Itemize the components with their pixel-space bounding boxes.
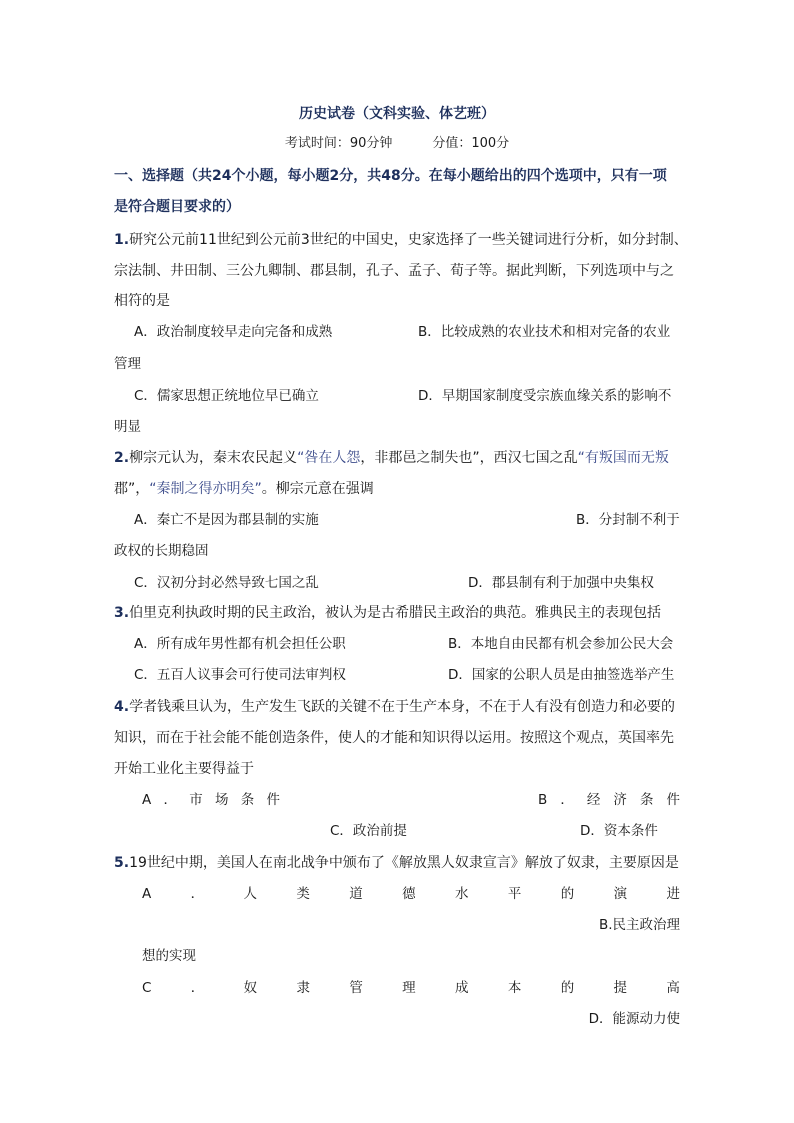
q3-option-a: A．所有成年男性都有机会担任公职 xyxy=(134,636,346,652)
q4-stem-line1: 4.学者钱乘旦认为，生产发生飞跃的关键不在于生产本身，不在于人有没有创造力和必要的 xyxy=(114,699,676,715)
q2-option-b-cont: 政权的长期稳固 xyxy=(114,543,209,559)
faint-watermark xyxy=(612,766,762,796)
q2-quote3: “秦制之得亦明矣” xyxy=(149,481,262,497)
q5-stem-line1: 5.19世纪中期，美国人在南北战争中颁布了《解放黑人奴隶宣言》解放了奴隶，主要原因是 xyxy=(114,855,679,871)
exam-score: 分值：100分 xyxy=(432,136,510,151)
q1-stem-line1: 1.研究公元前11世纪到公元前3世纪的中国史，史家选择了一些关键词进行分析，如分封制、 xyxy=(114,232,688,248)
q1-option-b: B．比较成熟的农业技术和相对完备的农业 xyxy=(418,324,671,340)
q4-stem-line3: 开始工业化主要得益于 xyxy=(114,761,254,777)
q1-stem-line2: 宗法制、井田制、三公九卿制、郡县制，孔子、孟子、荀子等。据此判断，下列选项中与之 xyxy=(114,263,674,279)
section-heading-line2: 是符合题目要求的） xyxy=(114,199,240,215)
exam-title: 历史试卷（文科实验、体艺班） xyxy=(299,106,495,122)
q4-option-b: B ． 经 济 条 件 xyxy=(538,792,680,808)
q3-stem-line1: 3.伯里克利执政时期的民主政治，被认为是古希腊民主政治的典范。雅典民主的表现包括 xyxy=(114,605,662,621)
q3-option-c: C．五百人议事会可行使司法审判权 xyxy=(134,667,346,683)
q3-option-b: B．本地自由民都有机会参加公民大会 xyxy=(448,636,674,652)
q2-option-a: A．秦亡不是因为郡县制的实施 xyxy=(134,512,319,528)
q4-option-c: C．政治前提 xyxy=(330,823,407,839)
section-heading-line1: 一、选择题（共24个小题，每小题2分，共48分。在每小题给出的四个选项中，只有一项 xyxy=(114,168,667,184)
q2-option-b: B．分封制不利于 xyxy=(576,512,680,528)
q4-option-a: A ． 市 场 条 件 xyxy=(142,792,280,808)
q5-option-b: B.民主政治理 xyxy=(598,917,680,933)
q3-number: 3. xyxy=(114,605,130,621)
exam-time: 考试时间：90分钟 xyxy=(284,136,393,151)
exam-meta xyxy=(0,134,794,154)
q5-option-d: D．能源动力使 xyxy=(588,1011,680,1027)
q5-number: 5. xyxy=(114,855,130,871)
q1-option-a: A．政治制度较早走向完备和成熟 xyxy=(134,324,333,340)
q2-quote1: “咎在人怨 xyxy=(297,450,361,466)
q2-stem-line1: 2.柳宗元认为，秦末农民起义“咎在人怨，非郡邑之制失也”，西汉七国之乱“有叛国而无叛 xyxy=(114,450,669,466)
q1-option-d: D．早期国家制度受宗族血缘关系的影响不 xyxy=(418,388,672,404)
q4-number: 4. xyxy=(114,699,130,715)
q1-option-c: C．儒家思想正统地位早已确立 xyxy=(134,388,319,404)
q2-number: 2. xyxy=(114,450,130,466)
q2-stem-line2: 郡”，“秦制之得亦明矣”。柳宗元意在强调 xyxy=(114,481,374,497)
q3-option-d: D．国家的公职人员是由抽签选举产生 xyxy=(448,667,675,683)
q1-option-d-cont: 明显 xyxy=(114,419,141,435)
q5-option-c: C ． 奴 隶 管 理 成 本 的 提 高 xyxy=(142,980,680,996)
q4-stem-line2: 知识，而在于社会能不能创造条件，使人的才能和知识得以运用。按照这个观点，英国率先 xyxy=(114,730,674,746)
q5-option-a: A ． 人 类 道 德 水 平 的 演 进 xyxy=(142,886,680,902)
q2-option-c: C．汉初分封必然导致七国之乱 xyxy=(134,575,319,591)
q1-stem-line3: 相符的是 xyxy=(114,293,170,309)
q5-option-b-cont: 想的实现 xyxy=(142,948,196,964)
q1-number: 1. xyxy=(114,232,130,248)
q1-option-b-cont: 管理 xyxy=(114,356,141,372)
q2-quote2: “有叛国而无叛 xyxy=(577,450,669,466)
q4-option-d: D．资本条件 xyxy=(580,823,658,839)
q2-option-d: D．郡县制有利于加强中央集权 xyxy=(468,575,654,591)
